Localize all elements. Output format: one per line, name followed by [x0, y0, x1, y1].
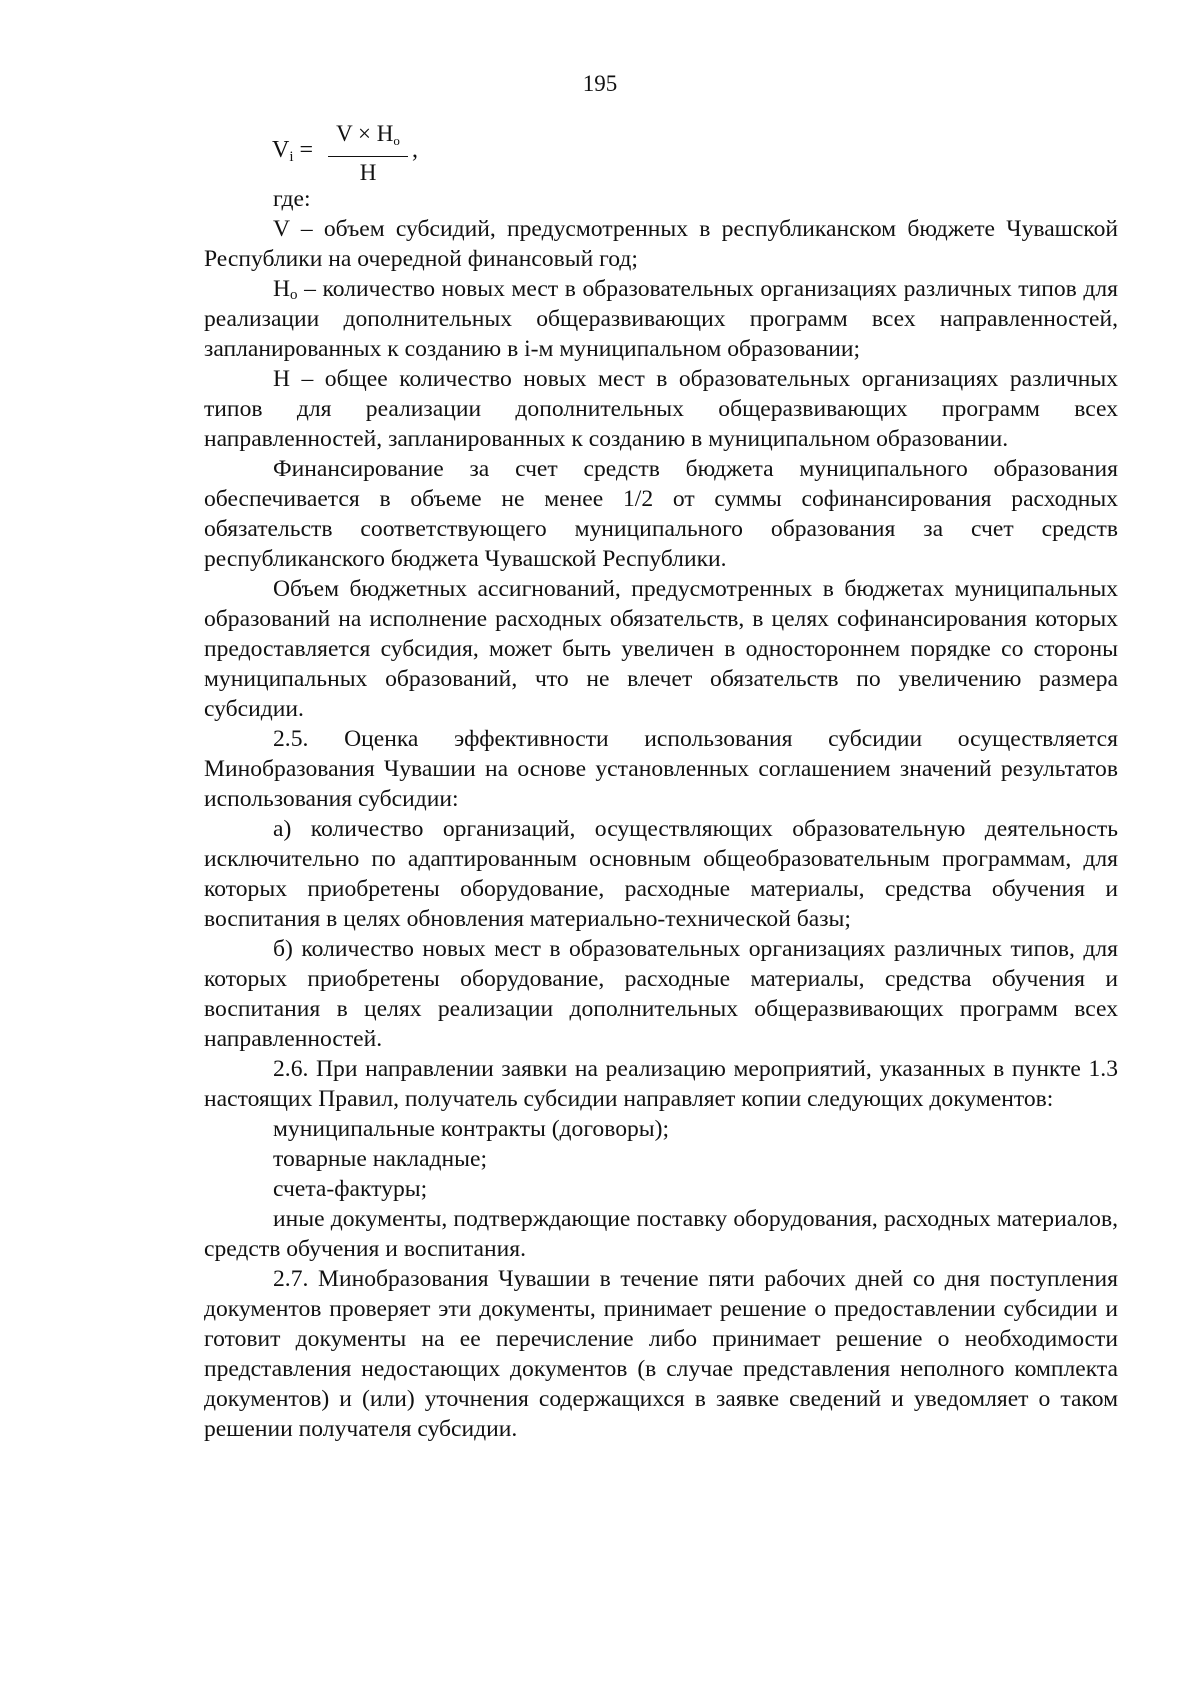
page-number: 195	[582, 71, 618, 96]
formula-fraction	[328, 120, 408, 187]
paragraph-2-6: 2.6. При направлении заявки на реализацию мероприятий, указанных в пункте 1.3 настоящих Правил, получатель субсидии направляет копии следующих документов:	[204, 1056, 1118, 1112]
list-item-invoices: счета-фактуры;	[273, 1176, 428, 1202]
formula-lhs-var: V	[272, 137, 290, 163]
formula-lhs	[272, 137, 313, 166]
paragraph-financing: Финансирование за счет средств бюджета муниципального образования обеспечивается в объеме не менее 1/2 от суммы софинансирования расходных обязательств соответствующего муниципального образования за счет средств республиканского бюджета Чувашской Республики.	[204, 456, 1118, 572]
ho-subscript: o	[290, 287, 298, 303]
list-item-contracts: муниципальные контракты (договоры);	[273, 1116, 670, 1142]
paragraph-v-definition: V – объем субсидий, предусмотренных в республиканском бюджете Чувашской Республики на очередной финансовый год;	[204, 216, 1118, 272]
paragraph-budget-volume: Объем бюджетных ассигнований, предусмотренных в бюджетах муниципальных образований на исполнение расходных обязательств, в целях софинансирования которых предоставляется субсидия, может быть увеличен в одностороннем порядке со стороны муниципальных образований, что не влечет обязательств по увеличению размера субсидии.	[204, 576, 1118, 722]
formula-equals: =	[293, 137, 314, 163]
list-item-waybills: товарные накладные;	[273, 1146, 488, 1172]
paragraph-2-5-a: а) количество организаций, осуществляющих образовательную деятельность исключительно по адаптированным основным общеобразовательным программам, для которых приобретены оборудование, расходные материалы, средства обучения и воспитания в целях обновления материально-технической базы;	[204, 816, 1118, 932]
ho-definition-text: – количество новых мест в образовательных организациях различных типов для реализации дополнительных общеразвивающих программ всех направленностей, запланированных к созданию в i-м муниципальном образовании;	[204, 276, 1118, 362]
document-body	[204, 184, 1118, 1444]
formula-numerator	[328, 120, 408, 155]
formula-comma: ,	[412, 137, 418, 163]
formula-numerator-sub: o	[393, 133, 400, 148]
paragraph-2-5: 2.5. Оценка эффективности использования субсидии осуществляется Минобразования Чувашии на основе установленных соглашением значений результатов использования субсидии:	[204, 726, 1118, 812]
formula-denominator: H	[359, 160, 377, 185]
formula-numerator-text: V × H	[336, 121, 394, 146]
list-item-other-documents: иные документы, подтверждающие поставку оборудования, расходных материалов, средств обучения и воспитания.	[204, 1206, 1118, 1262]
paragraph-ho-definition	[204, 274, 1118, 364]
formula-lhs-sub: i	[289, 149, 294, 165]
fraction-bar	[328, 156, 408, 157]
ho-letter: H	[273, 276, 291, 302]
paragraph-2-5-b: б) количество новых мест в образовательных организациях различных типов, для которых приобретены оборудование, расходные материалы, средства обучения и воспитания в целях реализации дополнительных общеразвивающих программ всех направленностей.	[204, 936, 1118, 1052]
where-label: где:	[273, 186, 311, 212]
paragraph-2-7: 2.7. Минобразования Чувашии в течение пяти рабочих дней со дня поступления документов проверяет эти документы, принимает решение о предоставлении субсидии и готовит документы на ее перечисление либо принимает решение о необходимости представления недостающих документов (в случае представления неполного комплекта документов) и (или) уточнения содержащихся в заявке сведений и уведомляет о таком решении получателя субсидии.	[204, 1266, 1118, 1442]
paragraph-h-definition: H – общее количество новых мест в образовательных организациях различных типов для реализации дополнительных общеразвивающих программ всех направленностей, запланированных к созданию в муниципальном образовании.	[204, 366, 1118, 452]
